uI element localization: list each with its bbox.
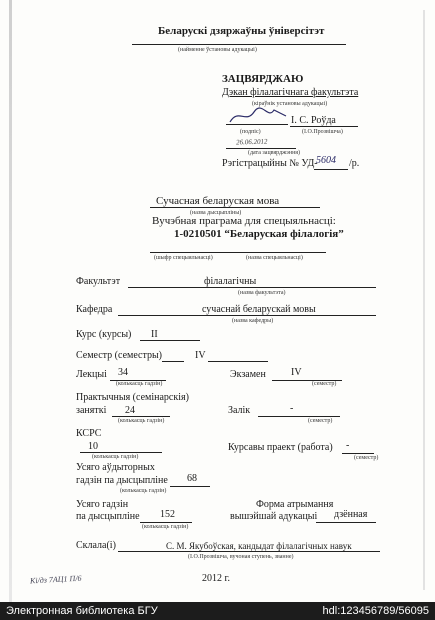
test-label: Залік: [228, 405, 251, 416]
library-link[interactable]: Электронная библиотека БГУ: [6, 605, 158, 617]
form-value: дзённая: [334, 509, 368, 520]
total-label-1: Усяго гадзін: [76, 499, 129, 510]
signer-name: І. С. Роўда: [291, 115, 336, 126]
university-hint: (найменне ўстановы адукацыі): [178, 47, 257, 53]
semester-value: IV: [195, 350, 206, 361]
lectures-hint: (колькасць гадзін): [116, 381, 163, 387]
total-underline: [140, 522, 192, 523]
coursework-hint: (семестр): [354, 455, 379, 461]
handle-link[interactable]: hdl:123456789/56095: [322, 605, 429, 617]
approve-position: Дэкан філалагічнага факультэта: [222, 87, 359, 98]
coursework-underline: [342, 453, 374, 454]
course-value: II: [151, 329, 158, 340]
practical-value: 24: [125, 405, 135, 416]
signer-underline: [290, 126, 358, 127]
auditory-hint: (колькасць гадзін): [120, 488, 167, 494]
specialty-code-hint: (шыфр спецыяльнасці): [154, 255, 213, 261]
practical-hint: (колькасць гадзін): [118, 418, 165, 424]
university-underline: [132, 44, 346, 45]
ksrs-value: 10: [88, 441, 98, 452]
course-underline: [140, 340, 200, 341]
auditory-underline: [170, 486, 210, 487]
discipline-hint: (назва дысцыпліны): [190, 210, 242, 216]
page-edge-left: [9, 0, 12, 602]
chair-hint: (назва кафедры): [232, 318, 274, 324]
chair-underline: [118, 315, 376, 316]
faculty-underline: [128, 287, 376, 288]
auditory-label-1: Усяго аўдыторных: [76, 462, 155, 473]
authors-underline: [118, 551, 380, 552]
total-value: 152: [160, 509, 175, 520]
program-title: Вучэбная праграма для спецыяльнасці:: [152, 215, 336, 227]
form-label-1: Форма атрымання: [256, 499, 334, 510]
chair-value: сучаснай беларускай мовы: [202, 304, 316, 315]
practical-label: Практычныя (семінарскія): [76, 392, 189, 403]
date-hint: (дата зацвярджэння): [248, 150, 301, 156]
ksrs-hint: (колькасць гадзін): [92, 454, 139, 460]
authors-value: С. М. Якубоўская, кандыдат філалагічных навук: [166, 541, 352, 551]
semester-underline-2: [208, 361, 268, 362]
test-value: -: [290, 403, 294, 414]
authors-hint: (І.О.Прозвішча, вучоная ступень, званне): [188, 554, 294, 560]
chair-label: Кафедра: [76, 304, 113, 315]
coursework-value: -: [346, 440, 350, 451]
coursework-label: Курсавы праект (работа): [228, 442, 333, 453]
total-label-2: па дысцыпліне: [76, 511, 140, 522]
form-label-2: вышэйшай адукацыі: [230, 511, 318, 522]
ksrs-underline: [80, 452, 162, 453]
form-underline: [316, 522, 376, 523]
semester-label: Семестр (семестры): [76, 350, 163, 361]
faculty-label: Факультэт: [76, 276, 121, 287]
test-hint: (семестр): [308, 418, 333, 424]
authors-label: Склала(і): [76, 540, 116, 551]
total-hint: (колькасць гадзін): [142, 524, 189, 530]
approve-title: ЗАЦВЯРДЖАЮ: [222, 73, 304, 85]
date-underline: [226, 148, 296, 149]
auditory-label-2: гадзін па дысцыпліне: [76, 475, 168, 486]
semester-underline-1: [162, 361, 184, 362]
practical-underline: [112, 416, 170, 417]
exam-value: IV: [291, 367, 302, 378]
university-name: Беларускі дзяржаўны ўніверсітэт: [158, 25, 325, 37]
discipline-underline: [150, 207, 320, 208]
auditory-value: 68: [187, 473, 197, 484]
footer-bar: [0, 602, 435, 620]
ksrs-label: КСРС: [76, 428, 102, 439]
initials-hint: (І.О.Прозвішча): [302, 129, 343, 135]
lectures-label: Лекцыі: [76, 369, 107, 380]
page-edge-right: [423, 10, 425, 590]
discipline-name: Сучасная беларуская мова: [156, 195, 280, 207]
exam-hint: (семестр): [312, 381, 337, 387]
classes-label: заняткі: [76, 405, 107, 416]
signature-line: [226, 124, 288, 125]
faculty-hint: (назва факультэта): [238, 290, 286, 296]
test-underline: [258, 416, 340, 417]
signature-hint: (подпіс): [240, 129, 261, 135]
registration-suffix: /р.: [349, 158, 360, 169]
position-hint: (кіраўнік установы адукацыі): [252, 101, 328, 107]
registration-label: Рэгістрацыйны № УД-: [222, 158, 318, 169]
signature-image: [228, 104, 288, 126]
exam-label: Экзамен: [230, 369, 266, 380]
specialty-name-hint: (назва спецыяльнасці): [246, 255, 303, 261]
lectures-value: 34: [118, 367, 128, 378]
course-label: Курс (курсы): [76, 329, 132, 340]
document-year: 2012 г.: [202, 573, 230, 584]
registration-number: 5604: [316, 155, 336, 166]
specialty: 1-0210501 “Беларуская філалогія”: [174, 228, 344, 240]
specialty-underline: [150, 252, 326, 253]
registration-underline: [314, 169, 348, 170]
faculty-value: філалагічны: [204, 276, 257, 287]
handwritten-note: Кі/дз 7АЦ1 П/6: [29, 573, 82, 586]
approval-date: 26.06.2012: [235, 137, 268, 147]
